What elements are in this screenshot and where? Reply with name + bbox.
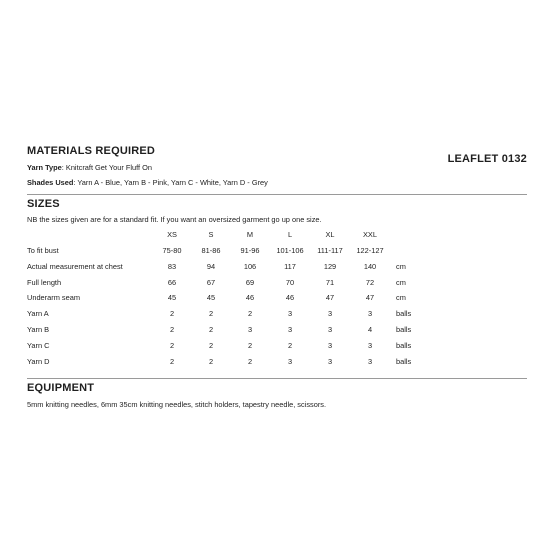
size-header: L bbox=[287, 230, 293, 239]
table-cell: 3 bbox=[287, 309, 293, 319]
table-cell: 83 bbox=[167, 261, 177, 271]
table-cell: 46 bbox=[285, 293, 295, 303]
table-cell: 45 bbox=[167, 293, 177, 303]
table-cell: 2 bbox=[208, 309, 214, 319]
yarn-type-label: Yarn Type bbox=[27, 163, 62, 172]
table-cell: 2 bbox=[208, 340, 214, 350]
table-row bbox=[0, 341, 554, 353]
table-cell: 111-117 bbox=[317, 246, 343, 255]
table-cell: 3 bbox=[247, 325, 253, 334]
table-row bbox=[0, 246, 554, 258]
table-cell: 3 bbox=[367, 340, 373, 350]
table-row bbox=[0, 262, 554, 274]
table-cell: 47 bbox=[365, 293, 375, 303]
equipment-list: 5mm knitting needles, 6mm 35cm knitting needles, stitch holders, tapestry needle, scissors. bbox=[27, 400, 327, 409]
table-cell: 81-86 bbox=[201, 246, 221, 255]
size-header: XXL bbox=[363, 230, 377, 239]
row-label: Underarm seam bbox=[27, 293, 80, 303]
size-header-row bbox=[0, 230, 554, 242]
materials-heading: MATERIALS REQUIRED bbox=[27, 145, 156, 157]
table-cell: 70 bbox=[285, 277, 295, 287]
sizes-heading: SIZES bbox=[27, 198, 60, 210]
leaflet-number: LEAFLET 0132 bbox=[447, 153, 527, 165]
table-cell: 75-80 bbox=[162, 246, 182, 255]
size-header: S bbox=[208, 230, 214, 239]
table-row bbox=[0, 309, 554, 321]
table-cell: 2 bbox=[287, 340, 293, 350]
row-unit: balls bbox=[396, 356, 412, 366]
table-cell: 47 bbox=[325, 293, 335, 303]
table-row bbox=[0, 357, 554, 369]
table-cell: 45 bbox=[206, 293, 216, 303]
table-cell: 2 bbox=[169, 356, 175, 366]
table-cell: 46 bbox=[245, 293, 255, 303]
table-cell: 2 bbox=[169, 340, 175, 350]
table-cell: 2 bbox=[169, 325, 175, 334]
table-cell: 2 bbox=[169, 309, 175, 319]
table-cell: 3 bbox=[287, 325, 293, 334]
equipment-heading: EQUIPMENT bbox=[27, 382, 95, 394]
table-cell: 122-127 bbox=[356, 246, 384, 255]
table-cell: 69 bbox=[245, 277, 255, 287]
row-label: To fit bust bbox=[27, 246, 59, 255]
table-cell: 66 bbox=[167, 277, 177, 287]
table-cell: 72 bbox=[365, 277, 375, 287]
row-unit: cm bbox=[396, 261, 406, 271]
row-label: Actual measurement at chest bbox=[27, 261, 123, 271]
shades-value: : Yarn A - Blue, Yarn B - Pink, Yarn C - White, Yarn D - Grey bbox=[73, 178, 268, 187]
table-cell: 129 bbox=[323, 261, 337, 271]
table-cell: 101-106 bbox=[276, 246, 304, 255]
table-cell: 91-96 bbox=[240, 246, 260, 255]
table-cell: 3 bbox=[367, 356, 373, 366]
shades-label: Shades Used bbox=[27, 178, 74, 187]
table-cell: 117 bbox=[284, 261, 296, 271]
divider-equipment bbox=[27, 378, 527, 379]
row-label: Yarn D bbox=[27, 356, 50, 366]
table-cell: 3 bbox=[327, 356, 333, 366]
yarn-type-value: : Knitcraft Get Your Fluff On bbox=[61, 163, 153, 172]
table-cell: 2 bbox=[247, 356, 253, 366]
size-header: M bbox=[246, 230, 254, 239]
table-row bbox=[0, 325, 554, 337]
row-unit: balls bbox=[396, 309, 412, 319]
table-cell: 71 bbox=[325, 277, 335, 287]
table-row bbox=[0, 278, 554, 290]
row-label: Full length bbox=[27, 277, 62, 287]
table-cell: 4 bbox=[367, 325, 373, 334]
table-cell: 2 bbox=[247, 309, 253, 319]
table-cell: 3 bbox=[327, 309, 333, 319]
row-label: Yarn A bbox=[27, 309, 49, 319]
table-cell: 3 bbox=[327, 325, 333, 334]
size-header: XS bbox=[167, 230, 177, 239]
row-unit: cm bbox=[396, 277, 406, 287]
table-cell: 67 bbox=[206, 277, 216, 287]
table-cell: 3 bbox=[327, 340, 333, 350]
row-unit: cm bbox=[396, 293, 406, 303]
size-header: XL bbox=[325, 230, 335, 239]
table-cell: 94 bbox=[206, 261, 216, 271]
table-cell: 3 bbox=[287, 356, 293, 366]
table-row bbox=[0, 293, 554, 305]
sizes-note: NB the sizes given are for a standard fit. If you want an oversized garment go up one size. bbox=[27, 215, 322, 224]
table-cell: 2 bbox=[208, 356, 214, 366]
table-cell: 3 bbox=[367, 309, 373, 319]
table-cell: 2 bbox=[208, 325, 214, 334]
table-cell: 140 bbox=[363, 261, 377, 271]
row-label: Yarn B bbox=[27, 325, 50, 334]
table-cell: 106 bbox=[243, 261, 257, 271]
row-unit: balls bbox=[396, 325, 412, 334]
row-label: Yarn C bbox=[27, 340, 50, 350]
table-cell: 2 bbox=[247, 340, 253, 350]
row-unit: balls bbox=[396, 340, 412, 350]
